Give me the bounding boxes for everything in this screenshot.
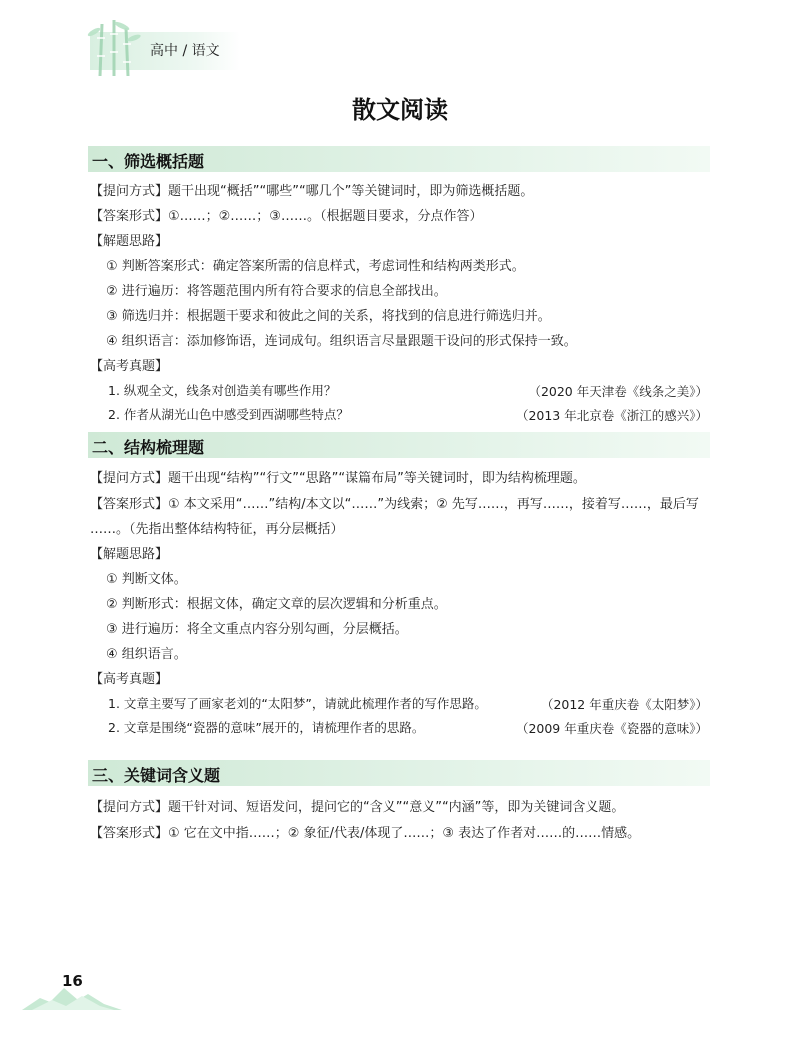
solution-step: ② 判断形式：根据文体，确定文章的层次逻辑和分析重点。	[106, 597, 447, 612]
exam-question: 2. 作者从湖光山色中感受到西湖哪些特点？	[108, 407, 349, 422]
solution-step: ④ 组织语言：添加修饰语，连词成句。组织语言尽量跟题干设问的形式保持一致。	[106, 334, 577, 349]
solution-step: ③ 筛选归并：根据题干要求和彼此之间的关系，将找到的信息进行筛选归并。	[106, 309, 551, 324]
question-format-line: 【提问方式】题干出现“结构”“行文”“思路”“谋篇布局”等关键词时，即为结构梳理题。	[90, 471, 586, 486]
question-format-line: 【提问方式】题干出现“概括”“哪些”“哪几个”等关键词时，即为筛选概括题。	[90, 184, 534, 199]
solution-heading: 【解题思路】	[90, 547, 169, 562]
question-format-line: 【提问方式】题干针对词、短语发问，提问它的“含义”“意义”“内涵”等，即为关键词含义题。	[90, 800, 625, 815]
solution-step: ② 进行遍历：将答题范围内所有符合要求的信息全部找出。	[106, 284, 447, 299]
solution-heading: 【解题思路】	[90, 234, 169, 249]
solution-step: ① 判断答案形式：确定答案所需的信息样式，考虑词性和结构两类形式。	[106, 259, 525, 274]
solution-step: ③ 进行遍历：将全文重点内容分别勾画，分层概括。	[106, 622, 408, 637]
exam-question-source: （2012 年重庆卷《太阳梦》）	[540, 697, 708, 712]
section-heading: 二、结构梳理题	[92, 438, 205, 457]
section-heading: 一、筛选概括题	[92, 152, 205, 171]
answer-format-line: 【答案形式】① 它在文中指……；② 象征/代表/体现了……；③ 表达了作者对……的……情感。	[90, 826, 641, 841]
exam-question-source: （2020 年天津卷《线条之美》）	[528, 384, 708, 399]
answer-format-line-cont: ……。（先指出整体结构特征，再分层概括）	[90, 522, 344, 537]
page-number: 16	[62, 972, 83, 990]
exam-question: 1. 纵观全文，线条对创造美有哪些作用？	[108, 383, 337, 398]
exam-questions-heading: 【高考真题】	[90, 672, 169, 687]
exam-question-source: （2009 年重庆卷《瓷器的意味》）	[515, 721, 708, 736]
exam-question: 2. 文章是围绕“瓷器的意味”展开的，请梳理作者的思路。	[108, 720, 425, 735]
solution-step: ① 判断文体。	[106, 572, 187, 587]
bamboo-icon	[84, 18, 144, 78]
header-subject-label: 高中 / 语文	[150, 43, 220, 59]
page-title: 散文阅读	[352, 96, 448, 124]
answer-format-line: 【答案形式】① 本文采用“……”结构/本文以“……”为线索；② 先写……，再写……，接着写……，最后写	[90, 497, 699, 512]
answer-format-line: 【答案形式】①……；②……；③……。（根据题目要求，分点作答）	[90, 209, 483, 224]
solution-step: ④ 组织语言。	[106, 647, 187, 662]
exam-question-source: （2013 年北京卷《浙江的感兴》）	[515, 408, 708, 423]
exam-question: 1. 文章主要写了画家老刘的“太阳梦”，请就此梳理作者的写作思路。	[108, 696, 487, 711]
section-heading: 三、关键词含义题	[92, 766, 221, 785]
exam-questions-heading: 【高考真题】	[90, 359, 169, 374]
